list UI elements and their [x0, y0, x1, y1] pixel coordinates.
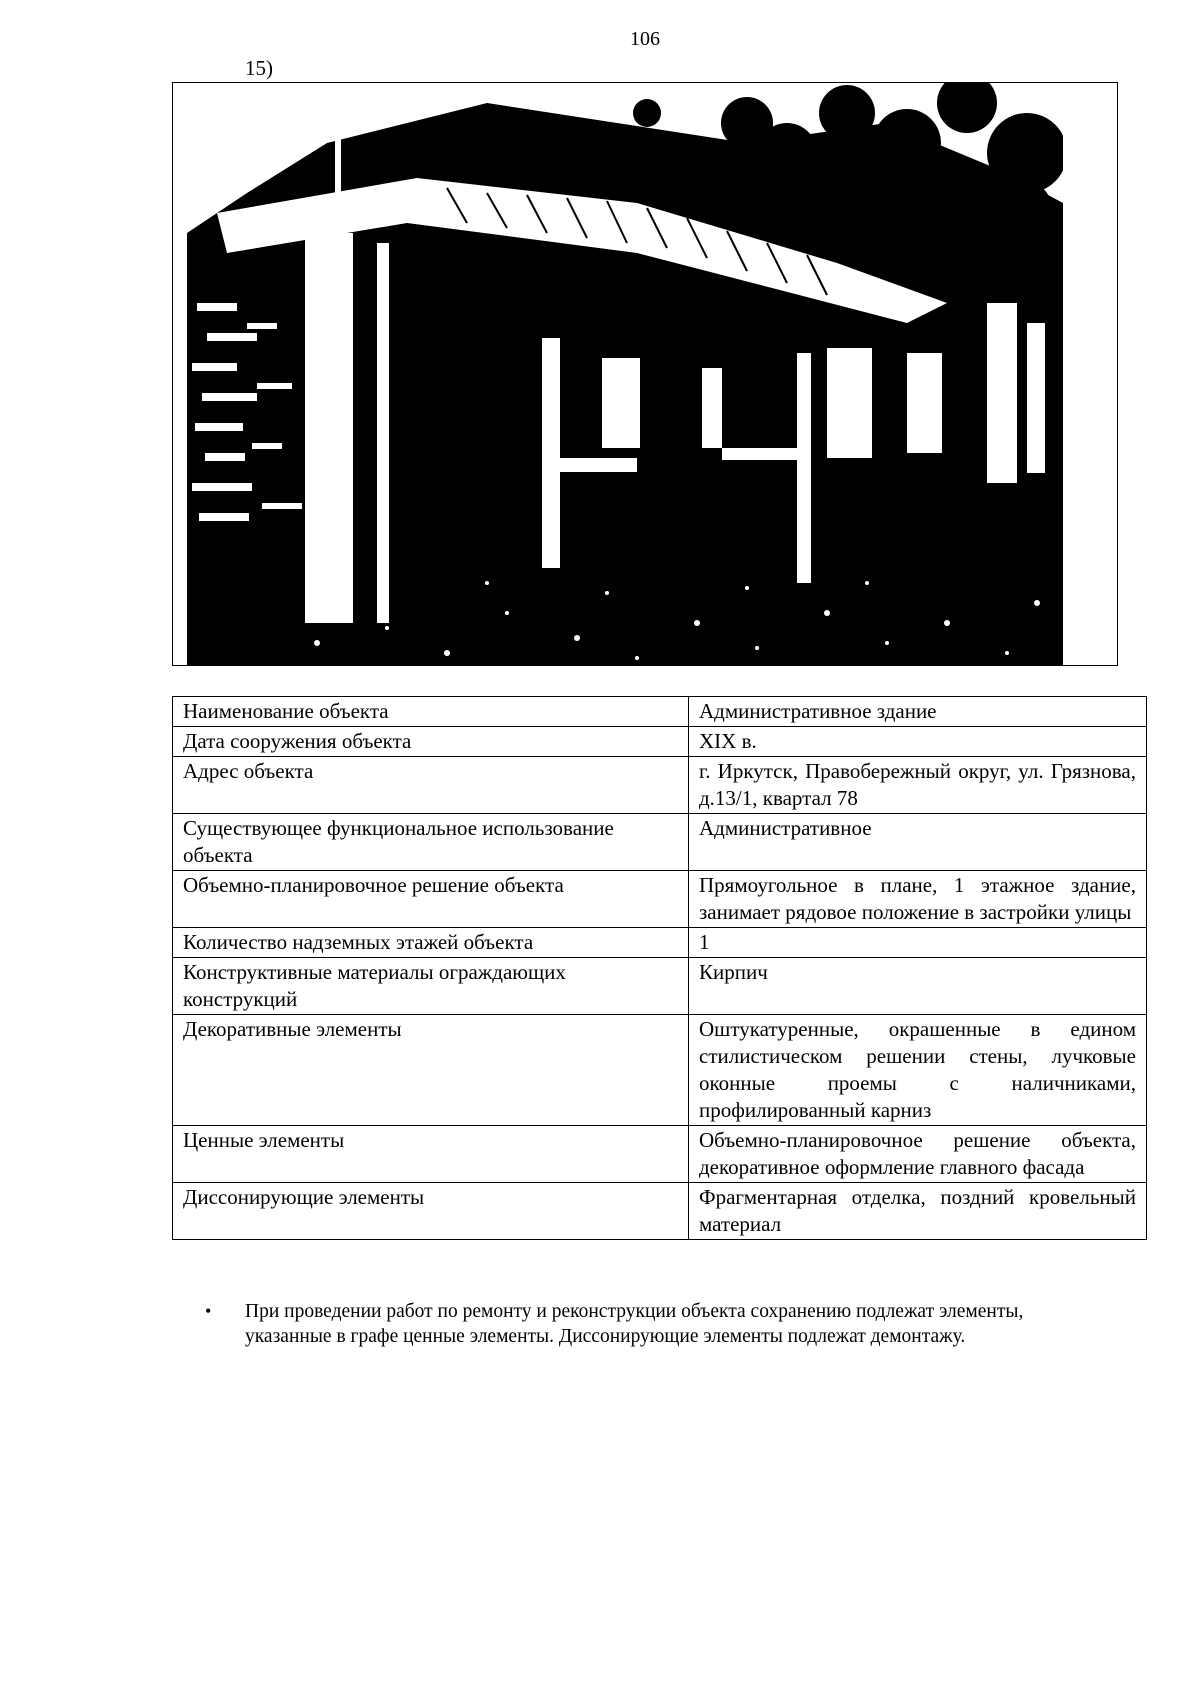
- figure-label: 15): [245, 56, 273, 80]
- row-label: Количество надземных этажей объекта: [173, 928, 689, 958]
- row-value: Административное: [689, 814, 1147, 871]
- row-value: Прямоугольное в плане, 1 этажное здание, занимает рядовое положение в застройки улицы: [689, 871, 1147, 928]
- row-value: Оштукатуренные, окрашенные в едином стилистическом решении стены, лучковые оконные проемы с наличниками, профилированный карниз: [689, 1015, 1147, 1126]
- table-row: [173, 727, 1147, 757]
- row-label: Дата сооружения объекта: [173, 727, 689, 757]
- table-row: [173, 928, 1147, 958]
- row-value: г. Иркутск, Правобережный округ, ул. Грязнова, д.13/1, квартал 78: [689, 757, 1147, 814]
- row-value: XIX в.: [689, 727, 1147, 757]
- row-label: Наименование объекта: [173, 697, 689, 727]
- table-row: [173, 757, 1147, 814]
- page-number: 106: [630, 28, 660, 50]
- row-value: Административное здание: [689, 697, 1147, 727]
- bullet-icon: •: [205, 1301, 212, 1321]
- row-label: Существующее функциональное использование объекта: [173, 814, 689, 871]
- table-row: [173, 1015, 1147, 1126]
- table-row: [173, 814, 1147, 871]
- object-info-table: [172, 696, 1147, 1240]
- table-row: [173, 1126, 1147, 1183]
- row-label: Объемно-планировочное решение объекта: [173, 871, 689, 928]
- table-row: [173, 871, 1147, 928]
- building-photo: [187, 83, 1063, 666]
- row-label: Ценные элементы: [173, 1126, 689, 1183]
- row-label: Конструктивные материалы ограждающих конструкций: [173, 958, 689, 1015]
- row-value: Кирпич: [689, 958, 1147, 1015]
- photo-frame: [172, 82, 1118, 666]
- row-label: Декоративные элементы: [173, 1015, 689, 1126]
- table-row: [173, 1183, 1147, 1240]
- table-row: [173, 958, 1147, 1015]
- row-label: Диссонирующие элементы: [173, 1183, 689, 1240]
- note-text: При проведении работ по ремонту и реконструкции объекта сохранению подлежат элементы, указанные в графе ценные элементы. Диссонирующие элементы подлежат демонтажу.: [245, 1301, 1024, 1347]
- row-value: Фрагментарная отделка, поздний кровельный материал: [689, 1183, 1147, 1240]
- building-photo-icon: [187, 83, 1063, 666]
- row-label: Адрес объекта: [173, 757, 689, 814]
- row-value: Объемно-планировочное решение объекта, декоративное оформление главного фасада: [689, 1126, 1147, 1183]
- table-row: [173, 697, 1147, 727]
- note-paragraph: [205, 1299, 1085, 1349]
- row-value: 1: [689, 928, 1147, 958]
